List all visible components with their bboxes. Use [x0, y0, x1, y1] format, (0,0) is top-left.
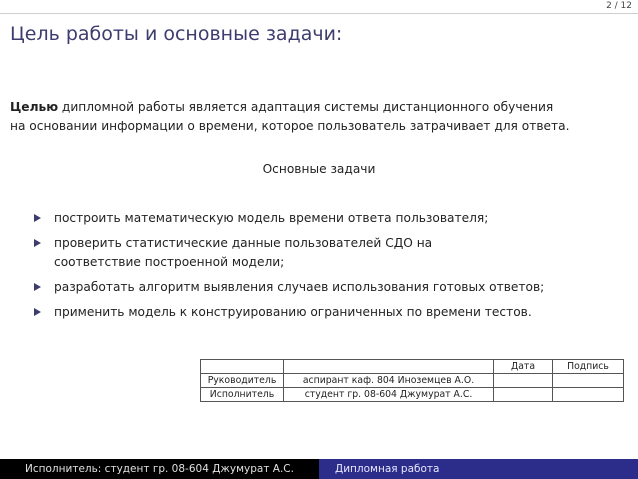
triangle-bullet-icon — [34, 283, 41, 291]
signature-cell — [553, 374, 624, 388]
footer-author: Исполнитель: студент гр. 08-604 Джумурат А.С. — [0, 459, 319, 479]
table-row — [201, 360, 624, 374]
footer-work-title: Дипломная работа — [319, 459, 638, 479]
table-cell — [284, 360, 494, 374]
list-item — [30, 209, 610, 228]
date-cell — [494, 388, 553, 402]
triangle-bullet-icon — [34, 214, 41, 222]
signature-table — [200, 359, 624, 402]
list-item — [30, 303, 610, 322]
goal-line-1: дипломной работы является адаптация системы дистанционного обучения — [58, 100, 554, 114]
goal-bold-word: Целью — [10, 100, 59, 114]
goal-paragraph — [10, 98, 630, 136]
date-cell — [494, 374, 553, 388]
signature-column-header: Подпись — [553, 360, 624, 374]
list-item — [30, 278, 610, 297]
triangle-bullet-icon — [34, 308, 41, 316]
person-cell: аспирант каф. 804 Иноземцев А.О. — [284, 374, 494, 388]
person-cell: студент гр. 08-604 Джумурат А.С. — [284, 388, 494, 402]
table-row — [201, 388, 624, 402]
task-text: построить математическую модель времени ответа пользователя; — [54, 211, 489, 225]
task-text: разработать алгоритм выявления случаев использования готовых ответов; — [54, 280, 545, 294]
role-cell: Исполнитель — [201, 388, 284, 402]
signature-cell — [553, 388, 624, 402]
task-text: применить модель к конструированию ограниченных по времени тестов. — [54, 305, 532, 319]
goal-line-2: на основании информации о времени, которое пользователь затрачивает для ответа. — [10, 119, 570, 133]
triangle-bullet-icon — [34, 239, 41, 247]
page-number: 2 / 12 — [606, 1, 632, 11]
table-cell — [201, 360, 284, 374]
tasks-heading: Основные задачи — [262, 162, 376, 176]
table-row — [201, 374, 624, 388]
date-column-header: Дата — [494, 360, 553, 374]
tasks-list — [30, 209, 610, 328]
footer-bar — [0, 459, 638, 479]
slide-title: Цель работы и основные задачи: — [10, 23, 343, 45]
task-text: проверить статистические данные пользователей СДО на соответствие построенной модели; — [54, 236, 433, 269]
role-cell: Руководитель — [201, 374, 284, 388]
list-item — [30, 234, 610, 272]
header-divider — [0, 13, 638, 14]
